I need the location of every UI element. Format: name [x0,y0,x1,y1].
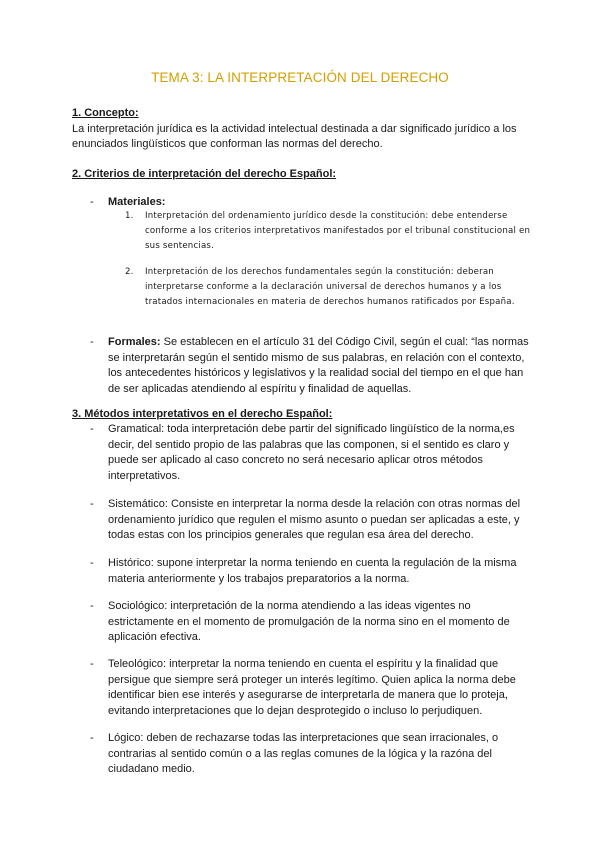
bullet-dash: - [90,732,94,744]
section-metodos [72,407,534,423]
bullet-text: Lógico: deben de rechazarse todas las interpretaciones que sean irracionales, o contrarias al sentido común o a las reglas comunes de la lógica y la razóna del ciudadano medio. [108,732,499,776]
item-text: Interpretación del ordenamiento jurídico desde la constitución: debe entenderse conforme a los criterios interpretativos manifestados por el tribunal constitucional en sus sentencias. [145,211,531,251]
bullet-text: Gramatical: toda interpretación debe partir del significado lingüístico de la norma,es decir, del sentido propio de las palabras que las componen, si el sentido es claro y puede ser aplicado al caso concreto no será necesario aplicar otros métodos interpretativos. [108,423,515,482]
bullet-dash: - [90,658,94,670]
bullet-dash: - [90,600,94,612]
document-title: TEMA 3: LA INTERPRETACIÓN DEL DERECHO [151,70,449,85]
section-heading: 2. Criterios de interpretación del derecho Español: [72,168,337,180]
bullet-body: Se establecen en el artículo 31 del Código Civil, según el cual: “las normas se interpretarán según el sentido mismo de sus palabras, en relación con el contexto, los antecedentes históricos y legislativos y la realidad social del tiempo en el que han de ser aplicadas atendiendo al espíritu y finalidad de aquellas. [108,336,529,395]
paragraph: La interpretación jurídica es la actividad intelectual destinada a dar significado jurídico a los enunciados lingüísticos que conforman las normas del derecho. [72,122,517,151]
bullet-dash: - [90,423,94,435]
section-heading: 3. Métodos interpretativos en el derecho Español: [72,408,333,420]
bullet-text: Sistemático: Consiste en interpretar la norma desde la relación con otras normas del ordenamiento jurídico que regulen el mismo asunto o puedan ser aplicadas a este, y todas estas con los principios generales que regulan esa área del derecho. [108,498,521,542]
section-concepto [72,106,534,153]
bullet-label: Formales: [108,336,161,348]
bullet-dash: - [90,498,94,510]
bullet-dash: - [90,557,94,569]
section-criterios [72,167,534,183]
item-number: 1. [125,211,134,221]
bullet-label: Materiales: [108,196,166,208]
section-heading: 1. Concepto: [72,107,139,119]
bullet-dash: - [90,196,94,208]
item-number: 2. [125,267,134,277]
item-text: Interpretación de los derechos fundamentales según la constitución: deberan interpretarse conforme a la declaración universal de derechos humanos y a los tratados internacionales en materia de derechos humanos ratificados por España. [145,267,515,307]
bullet-text [108,335,533,397]
bullet-text: Sociológico: interpretación de la norma atendiendo a las ideas vigentes no estrictamente en el momento de promulgación de la norma sino en el momento de aplicación efectiva. [108,600,510,644]
bullet-text: Teleológico: interpretar la norma teniendo en cuenta el espíritu y la finalidad que persigue que siempre será proteger un interés legítimo. Quien aplica la norma debe identificar bien ese interés y asegurarse de interpretarla de manera que lo proteja, evitando interpretaciones que lo dejan desprotegido o incluso lo perjudiquen. [108,658,516,717]
bullet-dash: - [90,336,94,348]
bullet-text: Histórico: supone interpretar la norma teniendo en cuenta la regulación de la misma materia anteriormente y los trabajos preparatorios a la norma. [108,557,517,585]
